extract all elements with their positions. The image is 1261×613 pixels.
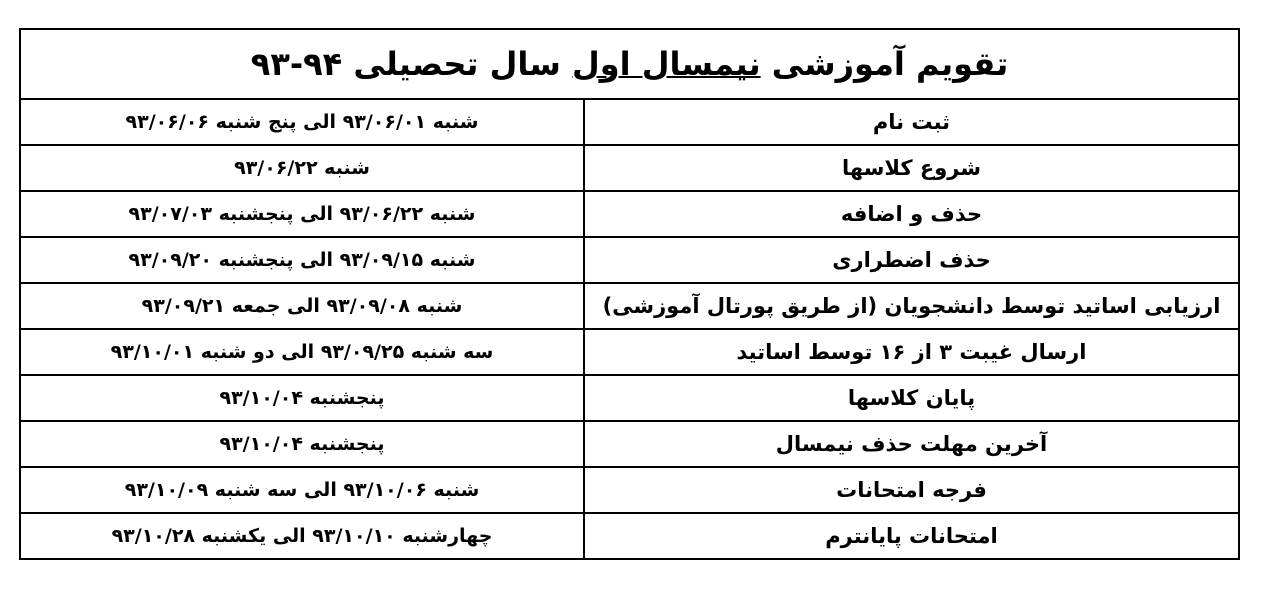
event-cell: فرجه امتحانات — [584, 467, 1239, 513]
table-row — [20, 421, 1239, 467]
date-cell: شنبه ۹۳/۰۶/۰۱ الی پنج شنبه ۹۳/۰۶/۰۶ — [20, 99, 584, 145]
table-row — [20, 145, 1239, 191]
event-cell: ثبت نام — [584, 99, 1239, 145]
title-part-1: تقویم آموزشی — [771, 45, 1009, 83]
event-cell: آخرین مهلت حذف نیمسال — [584, 421, 1239, 467]
table-row — [20, 329, 1239, 375]
table-row — [20, 513, 1239, 559]
date-cell: شنبه ۹۳/۰۶/۲۲ الی پنجشنبه ۹۳/۰۷/۰۳ — [20, 191, 584, 237]
title-part-3: سال تحصیلی ۹۴-۹۳ — [250, 45, 561, 83]
date-cell: پنجشنبه ۹۳/۱۰/۰۴ — [20, 375, 584, 421]
event-cell: حذف و اضافه — [584, 191, 1239, 237]
page-title — [20, 29, 1239, 99]
title-part-2: نیمسال اول — [571, 45, 761, 83]
date-cell: شنبه ۹۳/۰۹/۱۵ الی پنجشنبه ۹۳/۰۹/۲۰ — [20, 237, 584, 283]
event-cell: پایان کلاسها — [584, 375, 1239, 421]
event-cell: ارسال غیبت ۳ از ۱۶ توسط اساتید — [584, 329, 1239, 375]
table-row — [20, 237, 1239, 283]
date-cell: شنبه ۹۳/۰۶/۲۲ — [20, 145, 584, 191]
table-row — [20, 283, 1239, 329]
title-row — [20, 29, 1239, 99]
academic-calendar-table — [19, 28, 1240, 560]
table-row — [20, 99, 1239, 145]
date-cell: پنجشنبه ۹۳/۱۰/۰۴ — [20, 421, 584, 467]
table-row — [20, 467, 1239, 513]
event-cell: حذف اضطراری — [584, 237, 1239, 283]
event-cell: امتحانات پایانترم — [584, 513, 1239, 559]
event-cell: شروع کلاسها — [584, 145, 1239, 191]
date-cell: شنبه ۹۳/۱۰/۰۶ الی سه شنبه ۹۳/۱۰/۰۹ — [20, 467, 584, 513]
date-cell: شنبه ۹۳/۰۹/۰۸ الی جمعه ۹۳/۰۹/۲۱ — [20, 283, 584, 329]
date-cell: سه شنبه ۹۳/۰۹/۲۵ الی دو شنبه ۹۳/۱۰/۰۱ — [20, 329, 584, 375]
event-cell: ارزیابی اساتید توسط دانشجویان (از طریق پورتال آموزشی) — [584, 283, 1239, 329]
date-cell: چهارشنبه ۹۳/۱۰/۱۰ الی یکشنبه ۹۳/۱۰/۲۸ — [20, 513, 584, 559]
table-row — [20, 191, 1239, 237]
table-row — [20, 375, 1239, 421]
